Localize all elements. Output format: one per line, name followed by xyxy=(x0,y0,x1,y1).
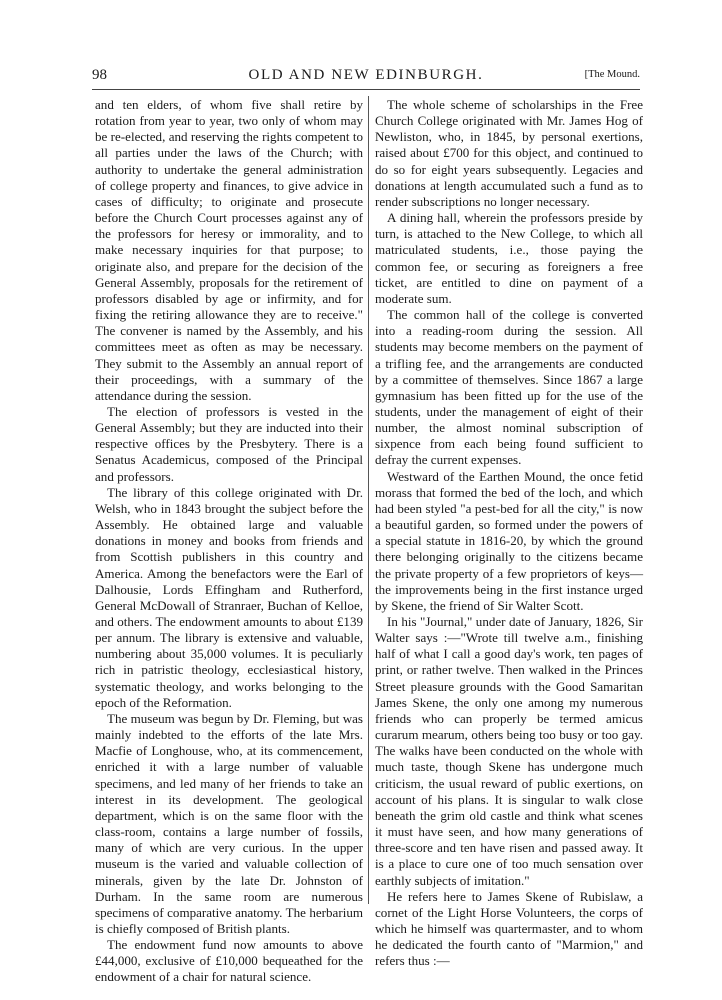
right-column xyxy=(375,97,643,969)
paragraph: Westward of the Earthen Mound, the once fetid morass that formed the bed of the loch, and which had been styled "a pest-bed for all the city," is now a beautiful garden, so formed under the powers of a special statute in 1816-20, by which the ground there belonging originally to the citizens became the private property of a few proprietors of keys—the improvements being in the first instance urged by Skene, the friend of Sir Walter Scott. xyxy=(375,468,643,613)
paragraph: The library of this college originated with Dr. Welsh, who in 1843 brought the subject before the Assembly. He obtained large and valuable donations in money and books from friends and from Scottish publishers in this country and America. Among the benefactors were the Earl of Dalhousie, Lords Effingham and Rutherford, General McDowall of Stranraer, Buchan of Kelloe, and others. The endowment amounts to about £139 per annum. The library is extensive and valuable, numbering about 35,000 volumes. It is peculiarly rich in patristic theology, ecclesiastical history, systematic theology, and works belonging to the epoch of the Reformation. xyxy=(95,484,363,710)
column-divider xyxy=(368,96,369,904)
running-header xyxy=(92,67,640,87)
left-column xyxy=(95,97,363,986)
paragraph: The whole scheme of scholarships in the Free Church College originated with Mr. James Hog of Newliston, who, in 1845, by personal exertions, raised about £700 for this object, and continued to do so for eight years subsequently. Legacies and donations at length accumulated such a fund as to render subscriptions no longer necessary. xyxy=(375,97,643,209)
paragraph: The endowment fund now amounts to above £44,000, exclusive of £10,000 bequeathed for the endowment of a chair for natural science. xyxy=(95,937,363,985)
header-rule xyxy=(92,89,640,90)
paragraph: The museum was begun by Dr. Fleming, but was mainly indebted to the efforts of the late Mrs. Macfie of Longhouse, who, at its commencement, enriched it with a large number of valuable specimens, and led many of her friends to take an interest in its development. The geological department, which is on the same floor with the class-room, contains a large number of fossils, many of which are very curious. In the upper museum is the varied and valuable collection of minerals, given by the late Dr. Johnston of Durham. In the same room are numerous specimens of comparative anatomy. The herbarium is chiefly composed of British plants. xyxy=(95,710,363,936)
page-number: 98 xyxy=(92,67,107,83)
paragraph: and ten elders, of whom five shall retire by rotation from year to year, two only of whom may be re-elected, and reserving the rights competent to all parties under the laws of the Church; with authority to undertake the general administration of college property and finances, to give advice in cases of difficulty; to originate and prosecute before the Church Court processes against any of the professors for heresy or immorality, and to make necessary inquiries for that purpose; to originate also, and prepare for the decision of the General Assembly, proposals for the retirement of professors disabled by age or infirmity, and for fixing the retiring allowance they are to receive." The convener is named by the Assembly, and his committees meet as often as may be necessary. They submit to the Assembly an annual report of their proceedings, with a summary of the attendance during the session. xyxy=(95,97,363,403)
paragraph: The common hall of the college is converted into a reading-room during the session. All students may become members on the payment of a trifling fee, and the arrangements are conducted by a committee of themselves. Since 1867 a large gymnasium has been fitted up for the use of the students, under the management of eight of their number, the almost nominal subscription of sixpence from each being found sufficient to defray the current expenses. xyxy=(375,307,643,468)
paragraph: The election of professors is vested in the General Assembly; but they are inducted into their respective offices by the Presbytery. There is a Senatus Academicus, composed of the Principal and professors. xyxy=(95,403,363,484)
section-label: [The Mound. xyxy=(584,69,640,80)
paragraph: A dining hall, wherein the professors preside by turn, is attached to the New College, to which all matriculated students, i.e., those paying the common fee, or securing as foreigners a free ticket, are entitled to dine on payment of a moderate sum. xyxy=(375,210,643,306)
paragraph: In his "Journal," under date of January, 1826, Sir Walter says :—"Wrote till twelve a.m., finishing half of what I call a good day's work, ten pages of print, or rather twelve. Then walked in the Princes Street pleasure grounds with the Good Samaritan James Skene, the only one among my numerous friends who can properly be termed amicus curarum mearum, others being too busy or too gay. The walks have been conducted on the whole with much taste, though Skene has undergone much criticism, the usual reward of public exertions, on account of his plans. It is singular to walk close beneath the grim old castle and think what scenes it must have seen, and how many generations of three-score and ten have risen and passed away. It is a place to cure one of too much sensation over earthly subjects of imitation." xyxy=(375,614,643,888)
paragraph: He refers here to James Skene of Rubislaw, a cornet of the Light Horse Volunteers, the corps of which he himself was quartermaster, and to whom he dedicated the fourth canto of "Marmion," and refers thus :— xyxy=(375,888,643,969)
book-title: OLD AND NEW EDINBURGH. xyxy=(248,67,484,83)
